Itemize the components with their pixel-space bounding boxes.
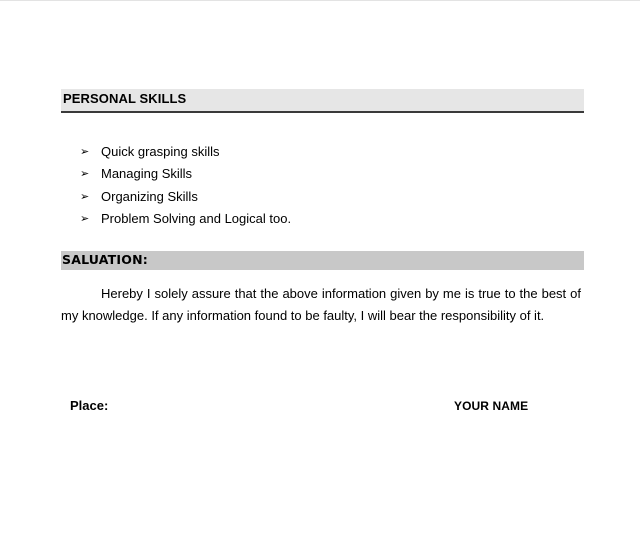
signature-name: YOUR NAME [454,399,529,413]
skill-label: Organizing Skills [101,188,198,204]
skill-label: Quick grasping skills [101,144,220,159]
arrow-bullet-icon: ➢ [80,146,90,158]
arrow-bullet-icon: ➢ [80,168,90,181]
skill-label: Problem Solving and Logical too. [101,210,292,226]
page-top-border [0,0,640,1]
salutation-header [61,251,584,270]
personal-skills-header [61,89,584,113]
salutation-title: SALUATION: [62,252,148,267]
arrow-bullet-icon: ➢ [80,212,90,225]
arrow-bullet-icon: ➢ [80,190,90,203]
place-label: Place: [70,398,109,413]
personal-skills-title: PERSONAL SKILLS [63,91,187,106]
salutation-paragraph: Hereby I solely assure that the above information given by me is true to the best of my knowledge. If any information found to be faulty, I will bear the responsibility of it. [61,286,581,323]
skill-label: Managing Skills [101,166,193,182]
